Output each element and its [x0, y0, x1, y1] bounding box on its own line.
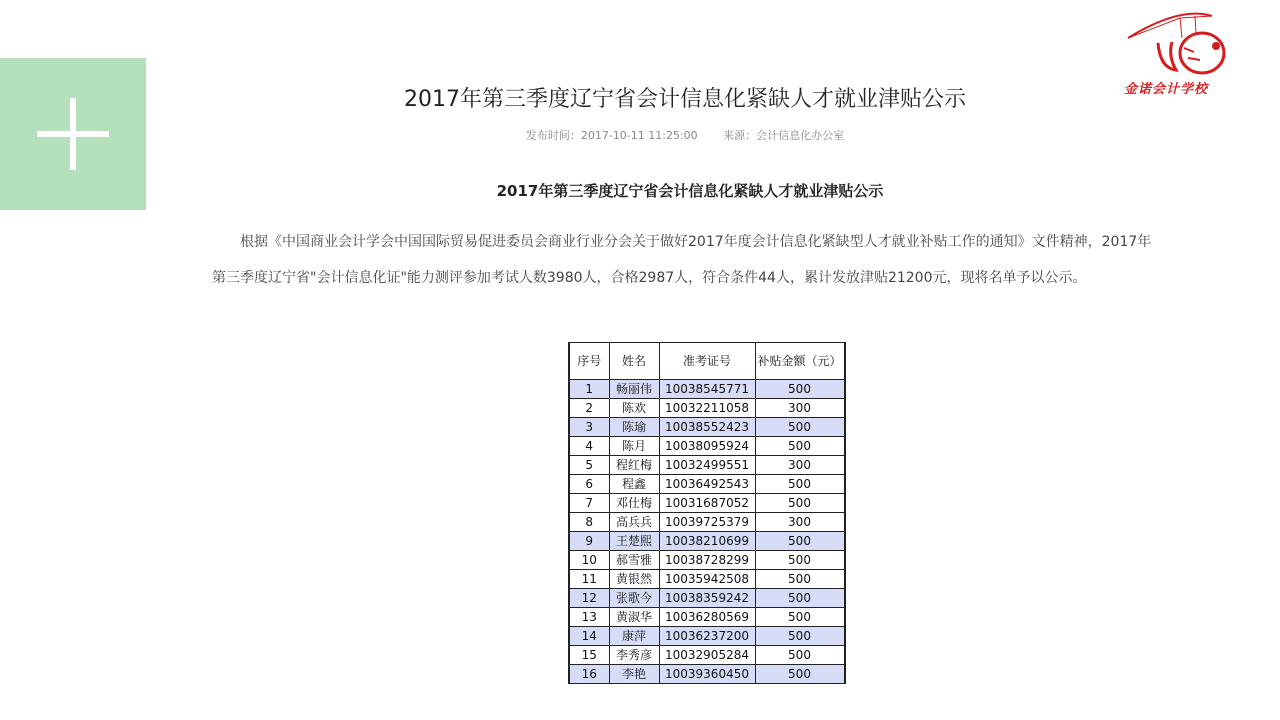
cell-index: 6 [569, 475, 609, 494]
subsidy-table [568, 342, 846, 684]
cell-exam-id: 10036280569 [659, 608, 755, 627]
publish-time: 发布时间：2017-10-11 11:25:00 [525, 129, 698, 142]
cell-exam-id: 10036492543 [659, 475, 755, 494]
cell-amount: 500 [755, 380, 845, 399]
cell-index: 3 [569, 418, 609, 437]
cell-index: 16 [569, 665, 609, 684]
article-source: 来源：会计信息化办公室 [723, 129, 845, 142]
cell-exam-id: 10038095924 [659, 437, 755, 456]
cell-exam-id: 10038359242 [659, 589, 755, 608]
cell-name: 陈欢 [609, 399, 659, 418]
page-title: 2017年第三季度辽宁省会计信息化紧缺人才就业津贴公示 [404, 87, 966, 112]
cell-name: 康萍 [609, 627, 659, 646]
cell-name: 李秀彦 [609, 646, 659, 665]
cell-index: 7 [569, 494, 609, 513]
cell-exam-id: 10038728299 [659, 551, 755, 570]
article-body [212, 224, 1162, 296]
cell-exam-id: 10039360450 [659, 665, 755, 684]
cell-amount: 300 [755, 456, 845, 475]
plus-icon [37, 98, 109, 170]
table-row [569, 646, 845, 665]
cell-index: 14 [569, 627, 609, 646]
table-header-row [569, 343, 845, 380]
cell-exam-id: 10038552423 [659, 418, 755, 437]
cell-amount: 500 [755, 646, 845, 665]
cell-index: 11 [569, 570, 609, 589]
cell-amount: 500 [755, 627, 845, 646]
cell-amount: 500 [755, 494, 845, 513]
cell-index: 12 [569, 589, 609, 608]
cell-amount: 500 [755, 589, 845, 608]
cell-name: 高兵兵 [609, 513, 659, 532]
table-row [569, 551, 845, 570]
header-index: 序号 [569, 343, 609, 380]
table-row [569, 475, 845, 494]
table-row [569, 418, 845, 437]
cell-index: 8 [569, 513, 609, 532]
cell-name: 张歌今 [609, 589, 659, 608]
cell-amount: 500 [755, 551, 845, 570]
cell-index: 1 [569, 380, 609, 399]
cell-exam-id: 10038545771 [659, 380, 755, 399]
cell-name: 陈瑜 [609, 418, 659, 437]
article-meta [340, 127, 1030, 143]
cell-index: 13 [569, 608, 609, 627]
cell-exam-id: 10032905284 [659, 646, 755, 665]
table-row [569, 513, 845, 532]
cell-amount: 300 [755, 513, 845, 532]
cell-exam-id: 10036237200 [659, 627, 755, 646]
table-row [569, 380, 845, 399]
cell-exam-id: 10031687052 [659, 494, 755, 513]
cell-exam-id: 10032211058 [659, 399, 755, 418]
decorative-plus-tile [0, 58, 146, 210]
cell-name: 王楚熙 [609, 532, 659, 551]
cell-amount: 500 [755, 570, 845, 589]
header-amount: 补贴金额（元） [755, 343, 845, 380]
cell-name: 程红梅 [609, 456, 659, 475]
cell-name: 郝雪雅 [609, 551, 659, 570]
cell-name: 邓仕梅 [609, 494, 659, 513]
cell-exam-id: 10039725379 [659, 513, 755, 532]
table-row [569, 608, 845, 627]
table-row [569, 665, 845, 684]
table-row [569, 570, 845, 589]
school-logo-text: 金诺会计学校 [1124, 82, 1209, 97]
cell-name: 陈月 [609, 437, 659, 456]
cell-amount: 500 [755, 532, 845, 551]
table-row [569, 456, 845, 475]
cell-name: 李艳 [609, 665, 659, 684]
cell-name: 黄淑华 [609, 608, 659, 627]
header-exam-id: 准考证号 [659, 343, 755, 380]
cell-name: 畅丽伟 [609, 380, 659, 399]
table-row [569, 589, 845, 608]
cell-exam-id: 10038210699 [659, 532, 755, 551]
article-paragraph: 根据《中国商业会计学会中国国际贸易促进委员会商业行业分会关于做好2017年度会计信息化紧缺型人才就业补贴工作的通知》文件精神，2017年第三季度辽宁省"会计信息化证"能力测评参加考试人数3980人，合格2987人，符合条件44人，累计发放津贴21200元，现将名单予以公示。 [212, 234, 1152, 286]
cell-index: 9 [569, 532, 609, 551]
cell-index: 10 [569, 551, 609, 570]
cell-amount: 500 [755, 665, 845, 684]
article-subtitle: 2017年第三季度辽宁省会计信息化紧缺人才就业津贴公示 [496, 182, 884, 200]
table-row [569, 627, 845, 646]
table-body [569, 380, 845, 684]
cell-index: 15 [569, 646, 609, 665]
cell-exam-id: 10032499551 [659, 456, 755, 475]
table-row [569, 494, 845, 513]
cell-amount: 500 [755, 437, 845, 456]
cell-index: 2 [569, 399, 609, 418]
header-name: 姓名 [609, 343, 659, 380]
cell-amount: 500 [755, 608, 845, 627]
cell-name: 黄银然 [609, 570, 659, 589]
table-row [569, 437, 845, 456]
cell-exam-id: 10035942508 [659, 570, 755, 589]
cell-amount: 300 [755, 399, 845, 418]
cell-index: 4 [569, 437, 609, 456]
cell-amount: 500 [755, 418, 845, 437]
cell-amount: 500 [755, 475, 845, 494]
cell-index: 5 [569, 456, 609, 475]
table-row [569, 399, 845, 418]
cell-name: 程鑫 [609, 475, 659, 494]
table-row [569, 532, 845, 551]
